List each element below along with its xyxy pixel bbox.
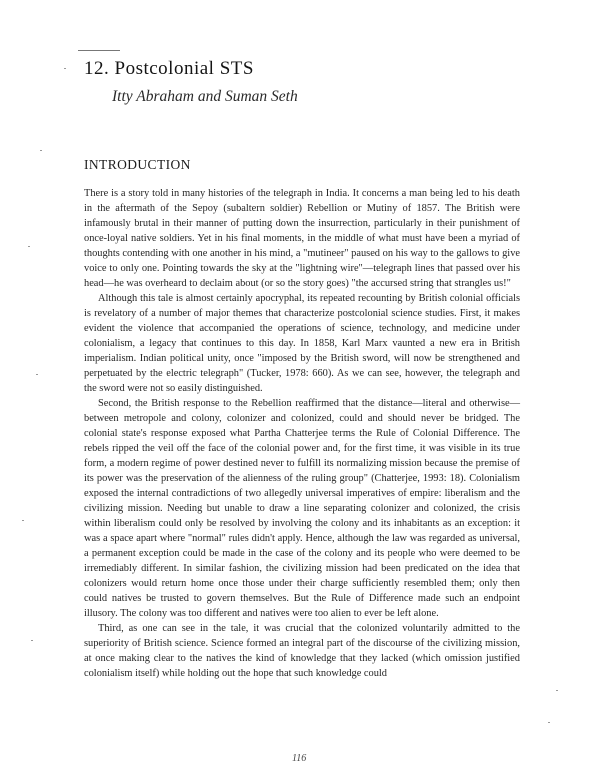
scan-speck [28, 246, 30, 247]
scan-speck [31, 640, 33, 641]
chapter-authors: Itty Abraham and Suman Seth [112, 88, 298, 105]
scan-speck [64, 68, 66, 69]
scan-speck [22, 520, 24, 521]
header-rule [78, 50, 120, 51]
scan-speck [40, 150, 42, 151]
paragraph-3: Second, the British response to the Rebellion reaffirmed that the distance—literal and otherwise—between metropole and colony, colonizer and colonized, could and should never be bridged. The colonial state's response exposed what Partha Chatterjee terms the Rule of Colonial Difference. The rebels ripped the veil off the face of the colonial power and, for the first time, it was visible in its true form, a modern regime of power destined never to fulfill its normalizing mission because the premise of its power was the preservation of the alienness of the ruling group" (Chatterjee, 1993: 18). Colonialism exposed the internal contradictions of two allegedly universal imperatives of empire: liberalism and the civilizing mission. Needing but unable to draw a line separating colonizer and colonized, the crisis within liberalism could only be resolved by involving the colony and its inhabitants as an exception: it was a space apart where "normal" rules didn't apply. Hence, although the law was regarded as universal, a permanent exception could be made in the case of the colony and its people who were deemed to be irremediably different. In similar fashion, the civilizing mission had been predicated on the idea that colonizers would return home once those under their charge sufficiently resembled them; only then could natives be trusted to govern themselves. But the Rule of Difference made such an endpoint illusory. The colony was too different and natives were too alien to ever be left alone. [84, 398, 520, 619]
paragraph-1: There is a story told in many histories of the telegraph in India. It concerns a man being led to his death in the aftermath of the Sepoy (subaltern soldier) Rebellion or Mutiny of 1857. The British were infamously brutal in their manner of putting down the insurrection, particularly in their punishment of once-loyal native soldiers. Yet in his final moments, in the middle of what must have been a myriad of thoughts contending with one another in his mind, a "mutineer" paused on his way to the gallows to give voice to only one. Pointing towards the sky at the "lightning wire"—telegraph lines that passed over his head—he was overheard to declaim about (or so the story goes) "the accursed string that strangles us!" [84, 188, 520, 289]
body-text [84, 186, 520, 681]
paragraph-4: Third, as one can see in the tale, it was crucial that the colonized voluntarily admitted to the superiority of British science. Science formed an integral part of the discourse of the civilizing mission, at once making clear to the natives the kind of knowledge that they lacked (which omission justified colonialism itself) while holding out the hope that such knowledge could [84, 623, 520, 679]
scan-speck [556, 690, 558, 691]
chapter-title [84, 58, 254, 80]
chapter-title-text: Postcolonial STS [114, 58, 254, 79]
scan-speck [548, 722, 550, 723]
section-heading: INTRODUCTION [84, 157, 191, 172]
page-number: 116 [292, 753, 307, 764]
paragraph-2: Although this tale is almost certainly apocryphal, its repeated recounting by British colonial officials is revelatory of a number of major themes that characterize postcolonial science studies. First, it makes evident the violence that accompanied the operations of science, technology, and medicine under colonialism, a legacy that continues to this day. In 1858, Karl Marx vaunted a new era in British imperialism. Indian political unity, once "imposed by the British sword, will now be strengthened and perpetuated by the electric telegraph" (Tucker, 1978: 660). As we can see, however, the telegraph and the sword were not so easily distinguished. [84, 293, 520, 394]
chapter-number: 12. [84, 58, 110, 79]
scan-speck [36, 374, 38, 375]
